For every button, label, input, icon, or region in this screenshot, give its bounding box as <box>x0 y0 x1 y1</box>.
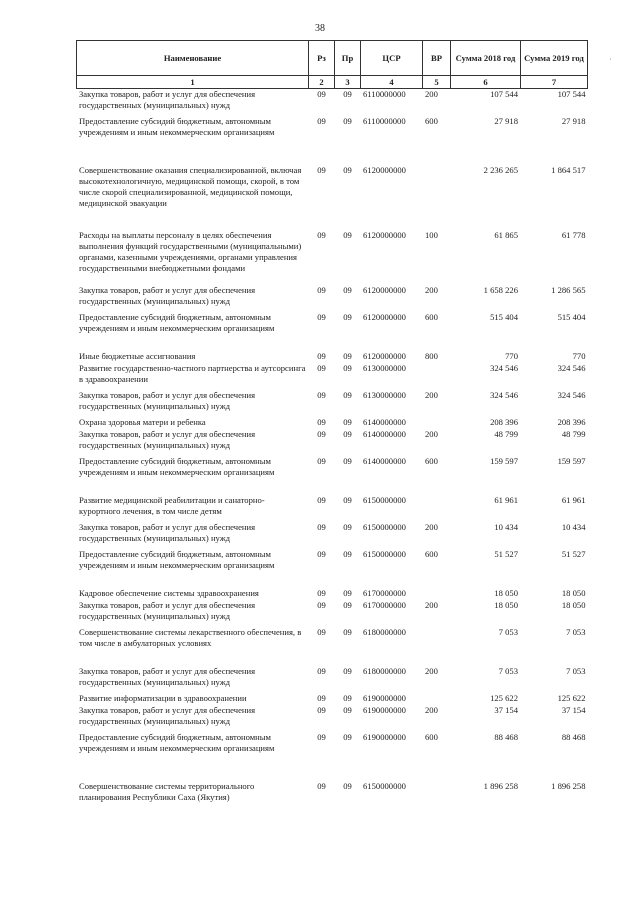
row-sum-2018: 27 918 <box>494 116 518 126</box>
row-vr: 200 <box>425 666 438 676</box>
row-sum-2018: 125 622 <box>490 693 518 703</box>
row-rz: 09 <box>317 732 326 742</box>
column-number: 6 <box>451 76 521 89</box>
row-pr: 09 <box>343 588 352 598</box>
table-row <box>77 312 588 351</box>
row-csr: 6150000000 <box>363 781 406 791</box>
row-sum-2019: 27 918 <box>561 116 586 126</box>
row-pr: 09 <box>343 165 352 175</box>
header-sum-2019: Сумма 2019 год <box>521 41 588 76</box>
row-vr: 200 <box>425 705 438 715</box>
row-vr: 200 <box>425 600 438 610</box>
table-row <box>77 627 588 666</box>
row-sum-2018: 18 050 <box>494 600 518 610</box>
row-sum-2018: 7 053 <box>498 627 518 637</box>
row-vr: 600 <box>425 732 438 742</box>
row-sum-2018: 324 546 <box>490 390 518 400</box>
margin-mark: · <box>609 55 612 64</box>
row-csr: 6190000000 <box>363 705 406 715</box>
row-rz: 09 <box>317 390 326 400</box>
row-sum-2019: 7 053 <box>566 627 586 637</box>
row-sum-2019: 1 896 258 <box>551 781 586 791</box>
row-vr <box>423 495 451 522</box>
row-sum-2019: 18 050 <box>561 600 586 610</box>
row-vr <box>423 363 451 390</box>
table-row <box>77 285 588 312</box>
row-sum-2019: 107 544 <box>557 89 586 99</box>
table-row <box>77 549 588 588</box>
row-pr: 09 <box>343 312 352 322</box>
row-sum-2019: 18 050 <box>561 588 586 598</box>
row-name: Развитие государственно-частного партнерства и аутсорсинга в здравоохранении <box>79 363 306 384</box>
row-name: Закупка товаров, работ и услуг для обеспечения государственных (муниципальных) нужд <box>79 522 256 543</box>
row-sum-2018: 48 799 <box>494 429 518 439</box>
row-rz: 09 <box>317 693 326 703</box>
row-pr: 09 <box>343 456 352 466</box>
row-sum-2018: 324 546 <box>490 363 518 373</box>
column-number: 5 <box>423 76 451 89</box>
row-sum-2019: 125 622 <box>557 693 586 703</box>
row-csr: 6170000000 <box>363 600 406 610</box>
column-number: 2 <box>309 76 335 89</box>
row-csr: 6110000000 <box>363 116 406 126</box>
header-pr: Пр <box>335 41 361 76</box>
row-sum-2018: 61 961 <box>494 495 518 505</box>
row-vr <box>423 588 451 600</box>
row-sum-2018: 515 404 <box>490 312 518 322</box>
row-sum-2018: 770 <box>505 351 518 361</box>
row-sum-2019: 1 864 517 <box>551 165 586 175</box>
row-name: Кадровое обеспечение системы здравоохранения <box>79 588 259 598</box>
row-pr: 09 <box>343 429 352 439</box>
row-csr: 6120000000 <box>363 165 406 175</box>
row-vr: 200 <box>425 429 438 439</box>
row-csr: 6190000000 <box>363 732 406 742</box>
row-vr: 200 <box>425 285 438 295</box>
column-number: 3 <box>335 76 361 89</box>
row-csr: 6140000000 <box>363 456 406 466</box>
row-vr <box>423 781 451 804</box>
row-rz: 09 <box>317 89 326 99</box>
header-row <box>77 41 588 76</box>
row-name: Совершенствование системы территориального планирования Республики Саха (Якутия) <box>79 781 255 802</box>
row-name: Предоставление субсидий бюджетным, автономным учреждениям и иным некоммерческим организациям <box>79 549 275 570</box>
row-rz: 09 <box>317 549 326 559</box>
row-pr: 09 <box>343 522 352 532</box>
row-csr: 6150000000 <box>363 495 406 505</box>
table-row <box>77 230 588 285</box>
table-row <box>77 456 588 495</box>
header-rz: Рз <box>309 41 335 76</box>
row-sum-2018: 88 468 <box>494 732 518 742</box>
row-rz: 09 <box>317 456 326 466</box>
column-number: 1 <box>77 76 309 89</box>
row-pr: 09 <box>343 495 352 505</box>
row-name: Закупка товаров, работ и услуг для обеспечения государственных (муниципальных) нужд <box>79 89 256 110</box>
row-sum-2018: 7 053 <box>498 666 518 676</box>
row-pr: 09 <box>343 363 352 373</box>
row-sum-2019: 61 778 <box>561 230 586 240</box>
column-number: 4 <box>361 76 423 89</box>
header-name: Наименование <box>77 41 309 76</box>
table-row <box>77 588 588 600</box>
row-vr: 600 <box>425 456 438 466</box>
row-sum-2019: 61 961 <box>561 495 586 505</box>
table-row <box>77 666 588 693</box>
row-pr: 09 <box>343 600 352 610</box>
row-vr: 200 <box>425 89 438 99</box>
table-row <box>77 363 588 390</box>
table-row <box>77 495 588 522</box>
row-pr: 09 <box>343 627 352 637</box>
row-sum-2019: 88 468 <box>561 732 586 742</box>
row-sum-2019: 159 597 <box>557 456 586 466</box>
table-row <box>77 417 588 429</box>
row-vr <box>423 627 451 666</box>
row-sum-2018: 51 527 <box>494 549 518 559</box>
row-sum-2019: 48 799 <box>561 429 586 439</box>
row-pr: 09 <box>343 230 352 240</box>
row-pr: 09 <box>343 351 352 361</box>
row-csr: 6110000000 <box>363 89 406 99</box>
table-row <box>77 165 588 230</box>
row-sum-2019: 37 154 <box>561 705 586 715</box>
row-sum-2018: 18 050 <box>494 588 518 598</box>
row-vr: 100 <box>425 230 438 240</box>
row-name: Предоставление субсидий бюджетным, автономным учреждениям и иным некоммерческим организациям <box>79 732 275 753</box>
row-csr: 6180000000 <box>363 666 406 676</box>
column-number: 7 <box>521 76 588 89</box>
table-row <box>77 429 588 456</box>
row-csr: 6150000000 <box>363 522 406 532</box>
row-rz: 09 <box>317 351 326 361</box>
row-sum-2019: 208 396 <box>557 417 586 427</box>
row-rz: 09 <box>317 285 326 295</box>
row-csr: 6130000000 <box>363 390 406 400</box>
row-name: Совершенствование системы лекарственного обеспечения, в том числе в амбулаторных условиях <box>79 627 302 648</box>
row-rz: 09 <box>317 600 326 610</box>
row-rz: 09 <box>317 165 326 175</box>
row-sum-2018: 1 658 226 <box>483 285 518 295</box>
row-name: Закупка товаров, работ и услуг для обеспечения государственных (муниципальных) нужд <box>79 600 256 621</box>
row-pr: 09 <box>343 666 352 676</box>
row-pr: 09 <box>343 732 352 742</box>
row-rz: 09 <box>317 495 326 505</box>
table-row <box>77 693 588 705</box>
row-name: Иные бюджетные ассигнования <box>79 351 196 361</box>
row-sum-2018: 107 544 <box>490 89 518 99</box>
table-row <box>77 351 588 363</box>
row-name: Развитие информатизации в здравоохранении <box>79 693 247 703</box>
row-sum-2019: 1 286 565 <box>551 285 586 295</box>
row-name: Закупка товаров, работ и услуг для обеспечения государственных (муниципальных) нужд <box>79 666 256 687</box>
row-sum-2019: 51 527 <box>561 549 586 559</box>
row-rz: 09 <box>317 781 326 791</box>
row-rz: 09 <box>317 705 326 715</box>
row-pr: 09 <box>343 390 352 400</box>
row-sum-2019: 10 434 <box>561 522 586 532</box>
row-vr: 600 <box>425 549 438 559</box>
row-rz: 09 <box>317 417 326 427</box>
row-name: Охрана здоровья матери и ребенка <box>79 417 206 427</box>
row-name: Расходы на выплаты персоналу в целях обеспечения выполнения функций государственными (муниципальными) органами, казенными учреждениями, органами управления государственными внебюджетными фондами <box>79 230 302 273</box>
row-pr: 09 <box>343 285 352 295</box>
column-number-row <box>77 76 588 89</box>
row-name: Закупка товаров, работ и услуг для обеспечения государственных (муниципальных) нужд <box>79 705 256 726</box>
row-sum-2018: 61 865 <box>494 230 518 240</box>
row-csr: 6140000000 <box>363 429 406 439</box>
table-row <box>77 390 588 417</box>
row-csr: 6170000000 <box>363 588 406 598</box>
row-pr: 09 <box>343 705 352 715</box>
header-vr: ВР <box>423 41 451 76</box>
row-name: Закупка товаров, работ и услуг для обеспечения государственных (муниципальных) нужд <box>79 390 256 411</box>
header-csr: ЦСР <box>361 41 423 76</box>
row-csr: 6190000000 <box>363 693 406 703</box>
table-row <box>77 116 588 165</box>
row-pr: 09 <box>343 693 352 703</box>
row-sum-2019: 324 546 <box>557 390 586 400</box>
row-pr: 09 <box>343 89 352 99</box>
row-rz: 09 <box>317 588 326 598</box>
row-sum-2018: 208 396 <box>490 417 518 427</box>
row-csr: 6140000000 <box>363 417 406 427</box>
row-rz: 09 <box>317 522 326 532</box>
table-row <box>77 522 588 549</box>
table-row <box>77 732 588 781</box>
row-pr: 09 <box>343 417 352 427</box>
row-vr: 200 <box>425 390 438 400</box>
row-csr: 6150000000 <box>363 549 406 559</box>
row-sum-2019: 324 546 <box>557 363 586 373</box>
row-sum-2018: 2 236 265 <box>483 165 518 175</box>
budget-table <box>76 40 588 804</box>
row-rz: 09 <box>317 116 326 126</box>
row-name: Развитие медицинской реабилитации и санаторно-курортного лечения, в том числе детям <box>79 495 265 516</box>
row-name: Предоставление субсидий бюджетным, автономным учреждениям и иным некоммерческим организациям <box>79 312 275 333</box>
row-csr: 6120000000 <box>363 285 406 295</box>
row-csr: 6120000000 <box>363 312 406 322</box>
row-sum-2019: 515 404 <box>557 312 586 322</box>
row-vr: 600 <box>425 312 438 322</box>
row-pr: 09 <box>343 781 352 791</box>
row-name: Закупка товаров, работ и услуг для обеспечения государственных (муниципальных) нужд <box>79 429 256 450</box>
row-csr: 6120000000 <box>363 230 406 240</box>
table-row <box>77 705 588 732</box>
row-rz: 09 <box>317 312 326 322</box>
page-number: 38 <box>315 23 325 34</box>
row-rz: 09 <box>317 627 326 637</box>
row-pr: 09 <box>343 549 352 559</box>
row-sum-2018: 1 896 258 <box>483 781 518 791</box>
row-sum-2018: 10 434 <box>494 522 518 532</box>
header-sum-2018: Сумма 2018 год <box>451 41 521 76</box>
row-vr: 600 <box>425 116 438 126</box>
row-pr: 09 <box>343 116 352 126</box>
row-sum-2019: 770 <box>572 351 586 361</box>
row-csr: 6130000000 <box>363 363 406 373</box>
row-vr <box>423 693 451 705</box>
row-rz: 09 <box>317 230 326 240</box>
table-row <box>77 89 588 117</box>
row-vr <box>423 165 451 230</box>
row-name: Предоставление субсидий бюджетным, автономным учреждениям и иным некоммерческим организациям <box>79 456 275 477</box>
row-csr: 6120000000 <box>363 351 406 361</box>
row-sum-2019: 7 053 <box>566 666 586 676</box>
row-name: Совершенствование оказания специализированной, включая высокотехнологичную, медицинской помощи, скорой, в том числе скорой специализированной, медицинской помощи, медицинской эвакуации <box>79 165 302 208</box>
row-csr: 6180000000 <box>363 627 406 637</box>
row-vr: 200 <box>425 522 438 532</box>
row-name: Предоставление субсидий бюджетным, автономным учреждениям и иным некоммерческим организациям <box>79 116 275 137</box>
row-rz: 09 <box>317 666 326 676</box>
row-rz: 09 <box>317 429 326 439</box>
row-vr <box>423 417 451 429</box>
table-row <box>77 600 588 627</box>
row-vr: 800 <box>425 351 438 361</box>
table-row <box>77 781 588 804</box>
row-sum-2018: 159 597 <box>490 456 518 466</box>
row-name: Закупка товаров, работ и услуг для обеспечения государственных (муниципальных) нужд <box>79 285 256 306</box>
row-rz: 09 <box>317 363 326 373</box>
row-sum-2018: 37 154 <box>494 705 518 715</box>
